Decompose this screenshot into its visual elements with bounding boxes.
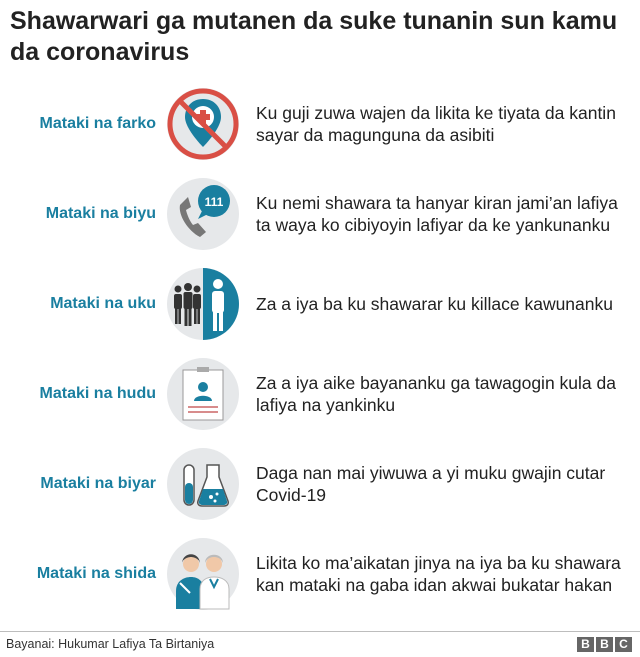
bbc-logo-letter: B [596,637,613,652]
doctor-nurse-icon [166,537,240,611]
step-label: Mataki na uku [50,295,156,312]
lab-test-icon [166,447,240,521]
step-label: Mataki na hudu [39,385,156,402]
step-label: Mataki na biyu [45,205,156,222]
step-row-6 [0,532,640,616]
step-description: Za a iya aike bayananku ga tawagogin kula da lafiya na yankinku [256,373,616,415]
step-label: Mataki na farko [39,115,156,132]
step-row-1 [0,82,640,166]
id-card-icon [166,357,240,431]
source-note: Bayanai: Hukumar Lafiya Ta Birtaniya [6,637,215,651]
phone-badge-number: 111 [204,195,224,209]
bbc-logo-letter: B [577,637,594,652]
bbc-logo [577,637,632,652]
step-description: Ku nemi shawara ta hanyar kiran jami’an lafiya ta waya ko cibiyoyin lafiyar da ke yankunanku [256,193,618,235]
footer [0,631,640,657]
step-description: Za a iya ba ku shawarar ku killace kawunanku [256,294,613,314]
phone-111-icon [166,177,240,251]
step-row-2 [0,172,640,256]
step-label: Mataki na biyar [40,475,156,492]
isolation-people-icon [166,267,240,341]
step-description: Likita ko ma’aikatan jinya na iya ba ku shawara kan mataki na gaba idan akwai bukatar hakan [256,553,621,595]
step-label: Mataki na shida [36,565,156,582]
step-row-5 [0,442,640,526]
step-description: Daga nan mai yiwuwa a yi muku gwajin cutar Covid-19 [256,463,606,505]
step-row-3 [0,262,640,346]
page-title: Shawarwari ga mutanen da suke tunanin sun kamu da coronavirus [10,7,618,66]
step-row-4 [0,352,640,436]
no-hospital-pin-icon [166,87,240,161]
step-description: Ku guji zuwa wajen da likita ke tiyata da kantin sayar da magunguna da asibiti [256,103,616,145]
bbc-logo-letter: C [615,637,632,652]
